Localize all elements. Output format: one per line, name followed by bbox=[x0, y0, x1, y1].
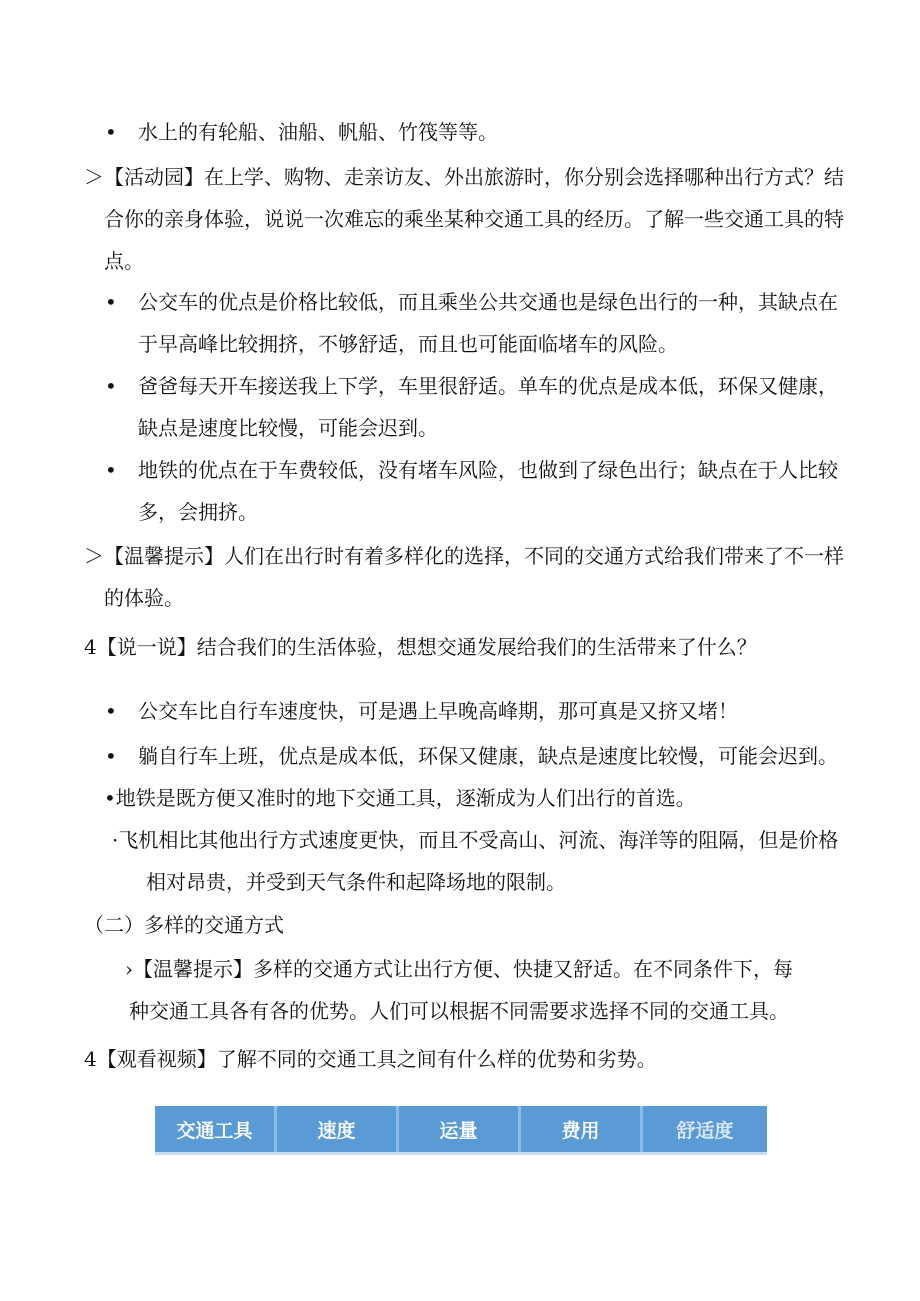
text-line: ＞【活动园】在上学、购物、走亲访友、外出旅游时，你分别会选择哪种出行方式？结 bbox=[84, 165, 844, 189]
bullet-dot: • bbox=[105, 374, 117, 398]
table-header-cell: 运量 bbox=[399, 1106, 521, 1152]
section-heading: （二）多样的交通方式 bbox=[84, 913, 284, 937]
text-line: ›【温馨提示】多样的交通方式让出行方便、快捷又舒适。在不同条件下，每 bbox=[125, 957, 793, 981]
text-line: 的体验。 bbox=[104, 586, 184, 610]
text-line: 缺点是速度比较慢，可能会迟到。 bbox=[138, 416, 438, 440]
text-line: 水上的有轮船、油船、帆船、竹筏等等。 bbox=[138, 120, 498, 144]
text-line: 公交车的优点是价格比较低，而且乘坐公共交通也是绿色出行的一种，其缺点在 bbox=[138, 290, 838, 314]
text-line: 爸爸每天开车接送我上下学，车里很舒适。单车的优点是成本低，环保又健康， bbox=[138, 374, 838, 398]
text-line: 于早高峰比较拥挤，不够舒适，而且也可能面临堵车的风险。 bbox=[138, 332, 678, 356]
bullet-dot: • bbox=[105, 744, 117, 768]
text-line: 合你的亲身体验，说说一次难忘的乘坐某种交通工具的经历。了解一些交通工具的特 bbox=[104, 207, 844, 231]
text-line: 4【说一说】结合我们的生活体验，想想交通发展给我们的生活带来了什么？ bbox=[84, 635, 757, 659]
text-line: 4【观看视频】了解不同的交通工具之间有什么样的优势和劣势。 bbox=[84, 1047, 657, 1071]
bullet-dot: • bbox=[105, 458, 117, 482]
text-line: 点。 bbox=[104, 249, 144, 273]
table-header-cell: 费用 bbox=[521, 1106, 643, 1152]
text-line: •地铁是既方便又准时的地下交通工具，逐渐成为人们出行的首选。 bbox=[104, 786, 696, 810]
bullet-dot: • bbox=[105, 699, 117, 723]
table-header-cell: 速度 bbox=[277, 1106, 399, 1152]
text-line: 躺自行车上班，优点是成本低，环保又健康，缺点是速度比较慢，可能会迟到。 bbox=[138, 744, 838, 768]
comparison-table-header bbox=[155, 1106, 767, 1152]
text-line: 种交通工具各有各的优势。人们可以根据不同需要求选择不同的交通工具。 bbox=[129, 999, 789, 1023]
table-header-cell: 舒适度 bbox=[676, 1119, 734, 1142]
text-line: ·飞机相比其他出行方式速度更快，而且不受高山、河流、海洋等的阻隔，但是价格 bbox=[112, 828, 839, 852]
text-line: 相对昂贵，并受到天气条件和起降场地的限制。 bbox=[146, 870, 566, 894]
table-divider bbox=[155, 1152, 767, 1155]
text-line: 地铁的优点在于车费较低，没有堵车风险，也做到了绿色出行；缺点在于人比较 bbox=[138, 458, 838, 482]
bullet-dot: • bbox=[105, 290, 117, 314]
table-header-cell: 交通工具 bbox=[155, 1106, 277, 1152]
text-line: ＞【温馨提示】人们在出行时有着多样化的选择，不同的交通方式给我们带来了不一样 bbox=[84, 544, 844, 568]
text-line: 公交车比自行车速度快，可是遇上早晚高峰期，那可真是又挤又堵！ bbox=[138, 699, 738, 723]
bullet-dot: • bbox=[105, 120, 117, 144]
text-line: 多，会拥挤。 bbox=[138, 500, 258, 524]
